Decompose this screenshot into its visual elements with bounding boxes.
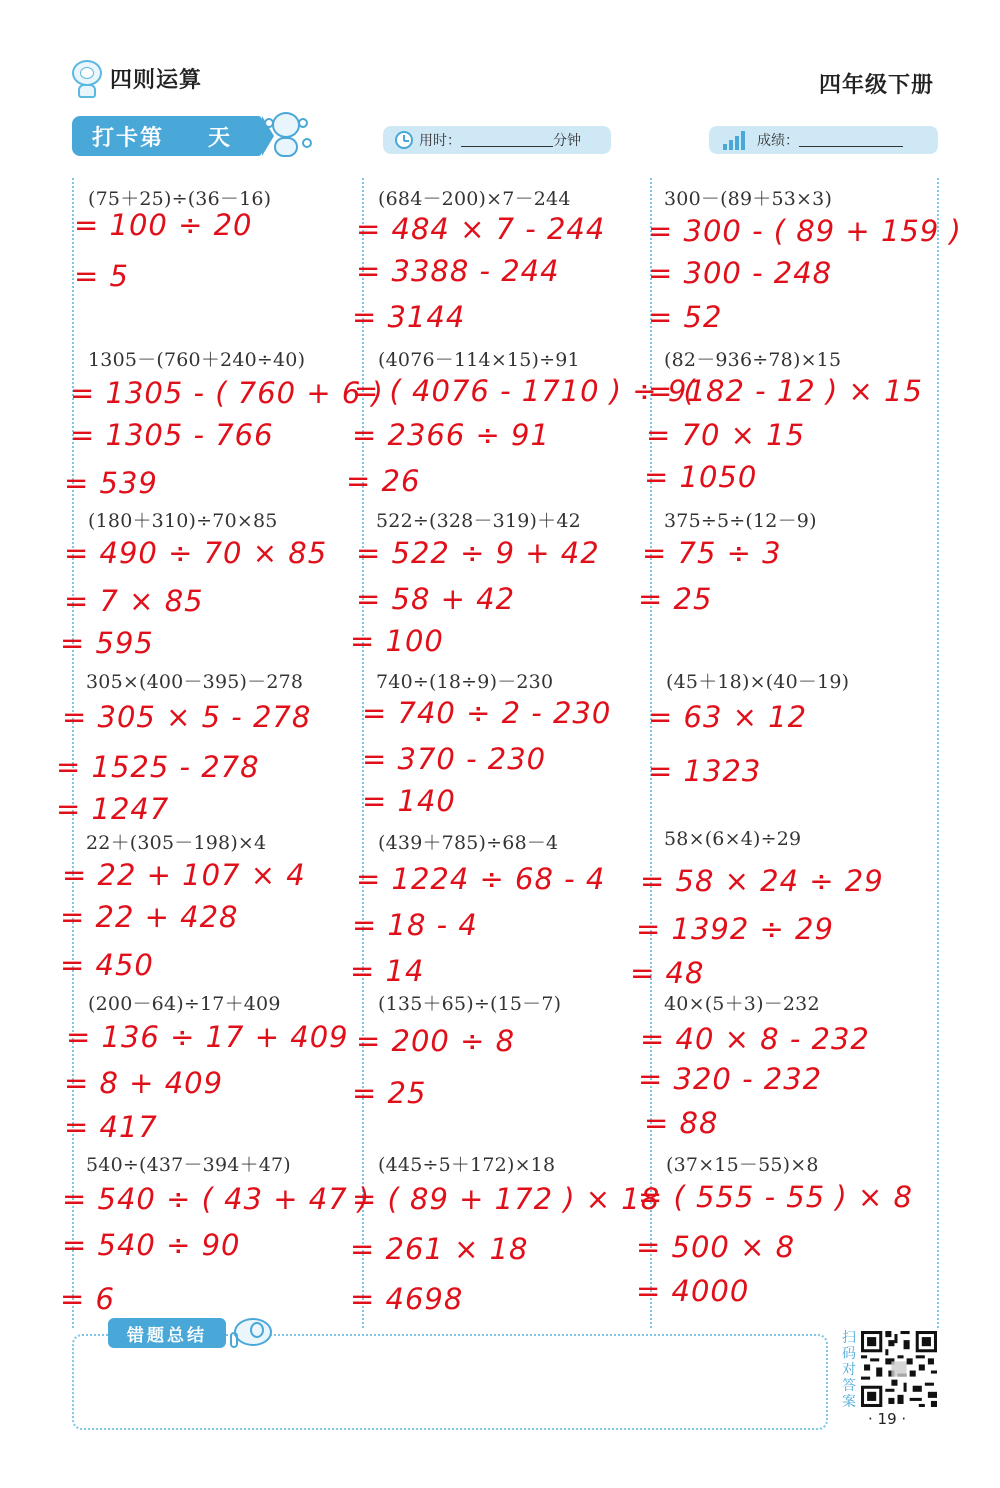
handwritten-step: = 48 xyxy=(630,956,705,990)
handwritten-step: = 500 × 8 xyxy=(636,1230,796,1264)
problem-expression: (75＋25)÷(36－16) xyxy=(88,188,272,210)
handwritten-step: = 320 - 232 xyxy=(638,1062,823,1096)
handwritten-step: = 300 - ( 89 + 159 ) xyxy=(648,214,962,248)
handwritten-step: = 25 xyxy=(352,1076,427,1110)
handwritten-step: = 2366 ÷ 91 xyxy=(352,418,550,452)
problem-expression: 740÷(18÷9)－230 xyxy=(376,671,554,693)
handwritten-step: = 200 ÷ 8 xyxy=(356,1024,516,1058)
score-box xyxy=(709,126,938,154)
handwritten-step: = 1525 - 278 xyxy=(56,750,260,784)
handwritten-step: = 1050 xyxy=(644,460,758,494)
handwritten-step: = 490 ÷ 70 × 85 xyxy=(64,536,328,570)
handwritten-step: = 595 xyxy=(60,626,154,660)
column-divider-2 xyxy=(650,178,652,1328)
problem-expression: 22＋(305－198)×4 xyxy=(86,832,267,854)
handwritten-step: = 300 - 248 xyxy=(648,256,833,290)
handwritten-step: = 1392 ÷ 29 xyxy=(636,912,834,946)
handwritten-step: = 14 xyxy=(350,954,425,988)
handwritten-step: = 136 ÷ 17 + 409 xyxy=(66,1020,349,1054)
handwritten-step: = 539 xyxy=(64,466,158,500)
problem-expression: 300－(89＋53×3) xyxy=(664,188,833,210)
problem-expression: (45＋18)×(40－19) xyxy=(666,671,850,693)
handwritten-step: = 58 × 24 ÷ 29 xyxy=(640,864,884,898)
handwritten-step: = 3144 xyxy=(352,300,466,334)
handwritten-step: = 261 × 18 xyxy=(350,1232,529,1266)
page-title: 四则运算 xyxy=(110,67,203,93)
problem-expression: 58×(6×4)÷29 xyxy=(664,828,802,850)
handwritten-step: = 63 × 12 xyxy=(648,700,808,734)
handwritten-step: = 4698 xyxy=(350,1282,464,1316)
time-unit: 分钟 xyxy=(553,133,581,149)
handwritten-step: = 8 + 409 xyxy=(64,1066,224,1100)
handwritten-step: = 3388 - 244 xyxy=(356,254,560,288)
handwritten-step: = 100 ÷ 20 xyxy=(74,208,253,242)
handwritten-step: = 417 xyxy=(64,1110,158,1144)
handwritten-step: = 70 × 15 xyxy=(646,418,806,452)
handwritten-step: = 22 + 107 × 4 xyxy=(62,858,306,892)
handwritten-step: = 1305 - 766 xyxy=(70,418,274,452)
handwritten-step: = 25 xyxy=(638,582,713,616)
handwritten-step: = ( 82 - 12 ) × 15 xyxy=(648,374,923,408)
time-blank[interactable] xyxy=(461,133,553,147)
handwritten-step: = ( 89 + 172 ) × 18 xyxy=(352,1182,661,1216)
problem-expression: (135＋65)÷(15－7) xyxy=(378,993,562,1015)
score-blank[interactable] xyxy=(799,133,903,147)
handwritten-step: = 52 xyxy=(648,300,723,334)
handwritten-step: = 4000 xyxy=(636,1274,750,1308)
handwritten-step: = 1247 xyxy=(56,792,170,826)
handwritten-step: = 450 xyxy=(60,948,154,982)
problem-expression: 305×(400－395)－278 xyxy=(86,671,304,693)
handwritten-step: = 5 xyxy=(74,259,129,293)
checkin-banner xyxy=(72,116,262,156)
checkin-label-part1: 打卡第 xyxy=(92,125,165,151)
problem-expression: (684－200)×7－244 xyxy=(378,188,571,210)
chart-icon xyxy=(723,130,745,150)
problem-expression: 375÷5÷(12－9) xyxy=(664,510,817,532)
qr-label: 扫码对答案 xyxy=(842,1330,856,1410)
handwritten-step: = 40 × 8 - 232 xyxy=(640,1022,870,1056)
time-label: 用时： xyxy=(419,133,461,149)
handwritten-step: = 484 × 7 - 244 xyxy=(356,212,606,246)
handwritten-step: = 22 + 428 xyxy=(60,900,239,934)
column-divider-right xyxy=(937,178,939,1328)
handwritten-step: = 140 xyxy=(362,784,456,818)
page-number: · 19 · xyxy=(868,1410,907,1428)
handwritten-step: = 740 ÷ 2 - 230 xyxy=(362,696,612,730)
mistake-summary-label: 错题总结 xyxy=(108,1318,226,1348)
handwritten-step: = 522 ÷ 9 + 42 xyxy=(356,536,600,570)
checkin-label-part2: 天 xyxy=(208,125,233,151)
problem-expression: (180＋310)÷70×85 xyxy=(88,510,278,532)
handwritten-step: = 26 xyxy=(346,464,421,498)
time-box xyxy=(383,126,611,154)
handwritten-step: = 18 - 4 xyxy=(352,908,478,942)
handwritten-step: = 100 xyxy=(350,624,444,658)
mistake-summary-box[interactable] xyxy=(72,1334,828,1430)
handwritten-step: = 370 - 230 xyxy=(362,742,547,776)
handwritten-step: = 540 ÷ ( 43 + 47 ) xyxy=(62,1182,371,1216)
handwritten-step: = ( 4076 - 1710 ) ÷ 91 xyxy=(354,374,707,408)
clock-icon xyxy=(395,131,413,149)
handwritten-step: = ( 555 - 55 ) × 8 xyxy=(638,1180,913,1214)
problem-expression: 1305－(760＋240÷40) xyxy=(88,349,306,371)
handwritten-step: = 6 xyxy=(60,1282,115,1316)
problem-expression: 522÷(328－319)＋42 xyxy=(376,510,581,532)
handwritten-step: = 1224 ÷ 68 - 4 xyxy=(356,862,606,896)
handwritten-step: = 1323 xyxy=(648,754,762,788)
handwritten-step: = 58 + 42 xyxy=(356,582,516,616)
handwritten-step: = 88 xyxy=(644,1106,719,1140)
qr-code-icon[interactable] xyxy=(861,1331,937,1407)
handwritten-step: = 7 × 85 xyxy=(64,584,204,618)
monkey-icon xyxy=(262,110,314,160)
handwritten-step: = 305 × 5 - 278 xyxy=(62,700,312,734)
header-left xyxy=(72,58,202,98)
handwritten-step: = 75 ÷ 3 xyxy=(642,536,782,570)
problem-expression: 40×(5＋3)－232 xyxy=(664,993,820,1015)
problem-expression: (439＋785)÷68－4 xyxy=(378,832,559,854)
lion-icon xyxy=(72,58,102,98)
problem-expression: (4076－114×15)÷91 xyxy=(378,349,580,371)
problem-expression: (200－64)÷17＋409 xyxy=(88,993,281,1015)
problem-expression: 540÷(437－394＋47) xyxy=(86,1154,291,1176)
elephant-icon xyxy=(228,1312,280,1352)
problem-expression: (37×15－55)×8 xyxy=(666,1154,819,1176)
handwritten-step: = 1305 - ( 760 + 6 ) xyxy=(70,376,384,410)
handwritten-step: = 540 ÷ 90 xyxy=(62,1228,241,1262)
score-label: 成绩： xyxy=(757,133,799,149)
grade-label: 四年级下册 xyxy=(818,73,934,98)
problem-expression: (82－936÷78)×15 xyxy=(664,349,842,371)
problem-expression: (445÷5＋172)×18 xyxy=(378,1154,556,1176)
